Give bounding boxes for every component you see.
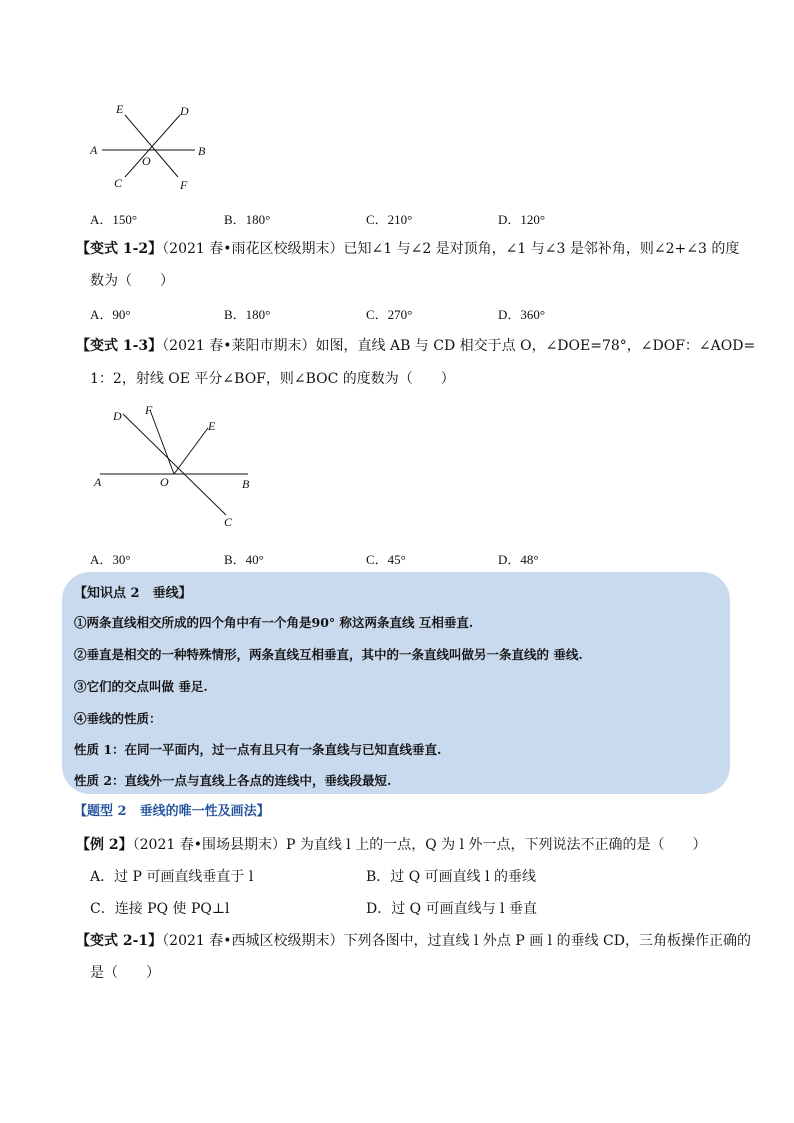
v21-line2: 是（ ） bbox=[90, 965, 160, 981]
label-f-2: F bbox=[145, 403, 153, 417]
v21-text1: （2021 春•西城区校级期末）下列各图中，过直线 l 外点 P 画 l 的垂线 CD，三角板操作正确的 bbox=[162, 933, 751, 949]
v12-option-a: A．90° bbox=[90, 307, 131, 322]
v13-option-b: B．40° bbox=[224, 552, 264, 567]
v13-line1 bbox=[76, 335, 755, 355]
v21-line1 bbox=[76, 930, 751, 950]
label-c: C bbox=[114, 176, 123, 190]
ex2-option-c: C．连接 PQ 使 PQ⊥l bbox=[90, 901, 230, 917]
topic2-heading: 【题型 2 垂线的唯一性及画法】 bbox=[74, 804, 270, 819]
label-f: F bbox=[180, 178, 188, 192]
ex2-option-b: B．过 Q 可画直线 l 的垂线 bbox=[366, 869, 537, 885]
label-e: E bbox=[116, 102, 124, 116]
ray-of bbox=[150, 410, 174, 474]
q1-option-b: B．180° bbox=[224, 212, 271, 227]
label-c-2: C bbox=[224, 515, 233, 529]
v21-tag: 【变式 2-1】 bbox=[76, 933, 163, 949]
label-b: B bbox=[198, 144, 206, 158]
knowledge-item-5: 性质 1：在同一平面内，过一点有且只有一条直线与已知直线垂直. bbox=[74, 742, 442, 757]
knowledge-title: 【知识点 2 垂线】 bbox=[74, 586, 192, 601]
label-e-2: E bbox=[208, 419, 216, 433]
ex2-tag: 【例 2】 bbox=[76, 837, 133, 853]
figure-intersecting-lines-1 bbox=[80, 95, 220, 200]
knowledge-item-1: ①两条直线相交所成的四个角中有一个角是90° 称这两条直线 互相垂直. bbox=[74, 615, 474, 630]
label-o: O bbox=[142, 154, 151, 168]
ex2-line1 bbox=[76, 834, 707, 854]
q1-option-a: A．150° bbox=[90, 212, 138, 227]
knowledge-item-3: ③它们的交点叫做 垂足. bbox=[74, 679, 208, 694]
v12-option-c: C．270° bbox=[366, 307, 413, 322]
q1-option-c: C．210° bbox=[366, 212, 413, 227]
knowledge-item-4: ④垂线的性质： bbox=[74, 711, 162, 726]
label-a-2: A bbox=[94, 475, 102, 489]
v13-option-c: C．45° bbox=[366, 552, 406, 567]
knowledge-item-2: ②垂直是相交的一种特殊情形，两条直线互相垂直，其中的一条直线叫做另一条直线的 垂线. bbox=[74, 647, 583, 662]
ex2-option-a: A．过 P 可画直线垂直于 l bbox=[90, 869, 254, 885]
ex2-option-d: D．过 Q 可画直线与 l 垂直 bbox=[366, 901, 537, 917]
v12-option-d: D．360° bbox=[498, 307, 546, 322]
label-a: A bbox=[90, 143, 98, 157]
v12-line2: 数为（ ） bbox=[90, 273, 174, 289]
knowledge-item-6: 性质 2：直线外一点与直线上各点的连线中，垂线段最短. bbox=[74, 773, 392, 788]
v13-option-d: D．48° bbox=[498, 552, 539, 567]
label-b-2: B bbox=[242, 477, 250, 491]
ray-oe bbox=[174, 428, 208, 474]
q1-option-d: D．120° bbox=[498, 212, 546, 227]
v13-text1: （2021 春•莱阳市期末）如图，直线 AB 与 CD 相交于点 O，∠DOE=78°，∠DOF：∠AOD= bbox=[162, 338, 756, 354]
label-d-2: D bbox=[113, 409, 122, 423]
v12-option-b: B．180° bbox=[224, 307, 271, 322]
figure-intersecting-lines-2 bbox=[88, 398, 268, 533]
v13-line2: 1：2，射线 OE 平分∠BOF，则∠BOC 的度数为（ ） bbox=[90, 371, 455, 387]
ex2-text1: （2021 春•围场县期末）P 为直线 l 上的一点，Q 为 l 外一点，下列说法不正确的是（ ） bbox=[132, 837, 707, 853]
v12-tag: 【变式 1-2】 bbox=[76, 241, 163, 257]
v12-line1 bbox=[76, 238, 739, 258]
label-o-2: O bbox=[160, 475, 169, 489]
v13-tag: 【变式 1-3】 bbox=[76, 338, 163, 354]
v13-option-a: A．30° bbox=[90, 552, 131, 567]
v12-text1: （2021 春•雨花区校级期末）已知∠1 与∠2 是对顶角，∠1 与∠3 是邻补角，则∠2+∠3 的度 bbox=[162, 241, 740, 257]
label-d: D bbox=[180, 104, 189, 118]
